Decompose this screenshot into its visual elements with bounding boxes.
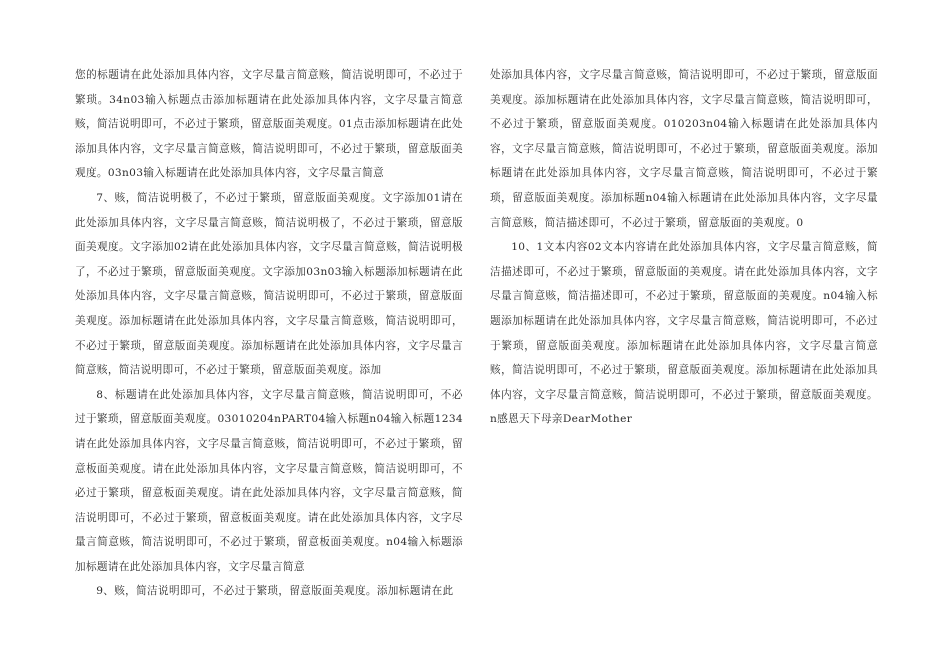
paragraph-9: 9、赅，简洁说明即可，不必过于繁琐，留意版面美观度。添加标题请在此	[96, 585, 454, 598]
paragraph-continuation: 您的标题请在此处添加具体内容，文字尽量言简意赅，简洁说明即可，不必过于繁琐。34n03输入标题点击添加标题请在此处添加具体内容，文字尽量言简意赅，简洁说明即可，不必过于繁琐，留意版面美观度。01点击添加标题请在此处添加具体内容，文字尽量言简意赅，简洁说明即可，不必过于繁琐，留意版面美观度。03n03输入标题请在此处添加具体内容，文字尽量言简意	[75, 69, 463, 180]
paragraph-7: 7、赅，简洁说明极了，不必过于繁琐，留意版面美观度。文字添加01请在此处添加具体内容，文字尽量言简意赅，简洁说明极了，不必过于繁琐，留意版面美观度。文字添加02请在此处添加具体内容，文字尽量言简意赅，简洁说明极了，不必过于繁琐，留意版面美观度。文字添加03n03输入标题添加标题请在此处添加具体内容，文字尽量言简意赅，简洁说明即可，不必过于繁琐，留意版面美观度。添加标题请在此处添加具体内容，文字尽量言简意赅，简洁说明即可，不必过于繁琐，留意版面美观度。添加标题请在此处添加具体内容，文字尽量言简意赅，简洁说明即可，不必过于繁琐，留意版面美观度。添加	[75, 191, 463, 377]
left-text-column	[75, 63, 463, 604]
paragraph-10: 10、1文本内容02文本内容请在此处添加具体内容，文字尽量言简意赅，简洁描述即可，不必过于繁琐，留意版面的美观度。请在此处添加具体内容，文字尽量言简意赅，简洁描述即可，不必过于繁琐，留意版面的美观度。n04输入标题添加标题请在此处添加具体内容，文字尽量言简意赅，简洁说明即可，不必过于繁琐，留意版面美观度。添加标题请在此处添加具体内容，文字尽量言简意赅，简洁说明即可，不必过于繁琐，留意版面美观度。添加标题请在此处添加具体内容，文字尽量言简意赅，简洁说明即可，不必过于繁琐，留意版面美观度。n感恩天下母亲DearMother	[490, 241, 878, 426]
right-text-column	[490, 63, 878, 432]
paragraph-9-continuation: 处添加具体内容，文字尽量言简意赅，简洁说明即可，不必过于繁琐，留意版面美观度。添加标题请在此处添加具体内容，文字尽量言简意赅，简洁说明即可，不必过于繁琐，留意版面美观度。010203n04输入标题请在此处添加具体内容，文字尽量言简意赅，简洁说明即可，不必过于繁琐，留意版面美观度。添加标题请在此处添加具体内容，文字尽量言简意赅，简洁说明即可，不必过于繁琐，留意版面美观度。添加标题n04输入标题请在此处添加具体内容，文字尽量言简意赅，简洁描述即可，不必过于繁琐，留意版面的美观度。0	[490, 69, 878, 229]
paragraph-8: 8、标题请在此处添加具体内容，文字尽量言简意赅，简洁说明即可，不必过于繁琐，留意版面美观度。03010204nPART04输入标题n04输入标题1234请在此处添加具体内容，文字尽量言简意赅，简洁说明即可，不必过于繁琐，留意板面美观度。请在此处添加具体内容，文字尽量言简意赅，简洁说明即可，不必过于繁琐，留意板面美观度。请在此处添加具体内容，文字尽量言简意赅，简洁说明即可，不必过于繁琐，留意板面美观度。请在此处添加具体内容，文字尽量言简意赅，简洁说明即可，不必过于繁琐，留意板面美观度。n04输入标题添加标题请在此处添加具体内容，文字尽量言简意	[75, 388, 463, 573]
